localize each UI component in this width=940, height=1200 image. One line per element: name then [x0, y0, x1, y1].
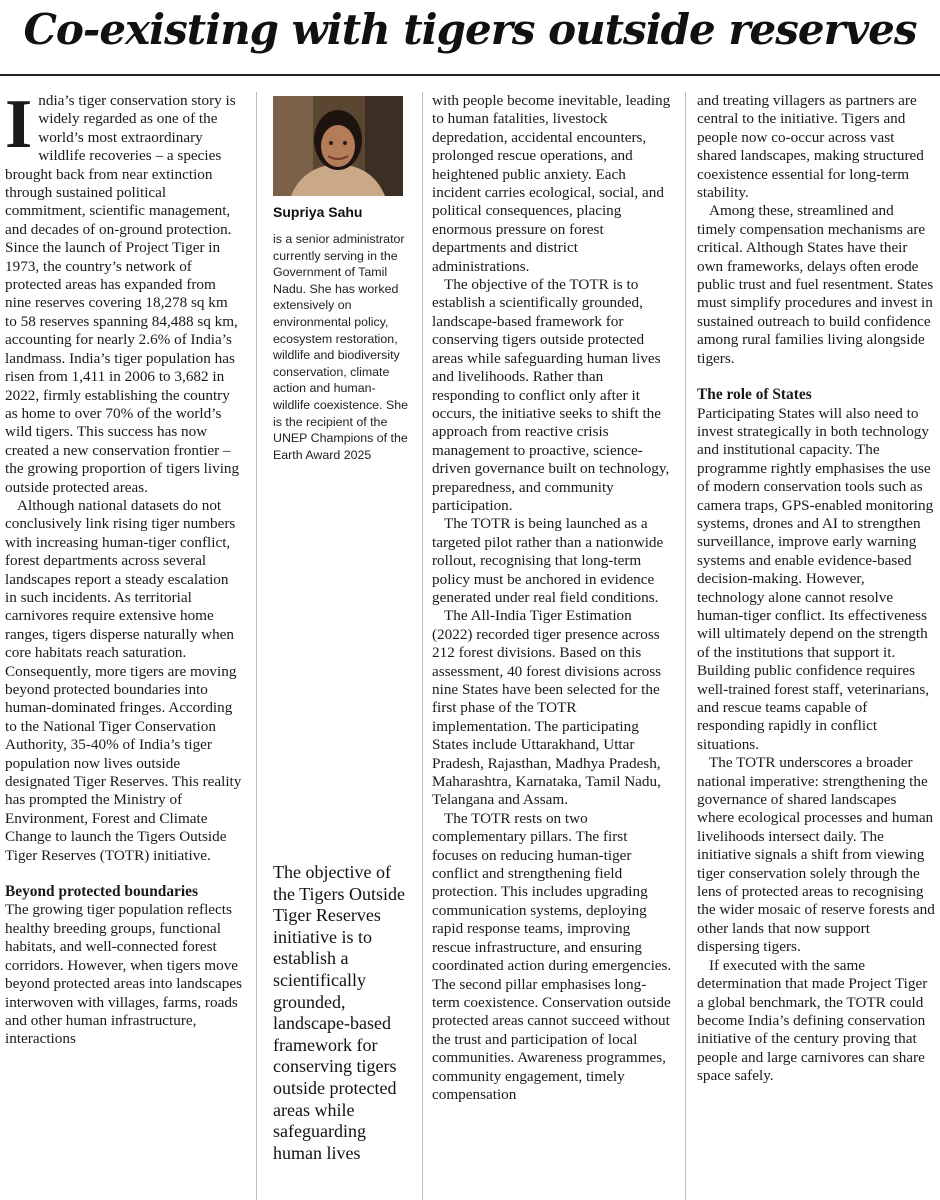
drop-cap: I [5, 92, 33, 163]
paragraph: Participating States will also need to invest strategically in both technology and institutional capacity. The programme rightly emphasises the use of modern conservation tools such as camera traps, GPS-enabled monitoring systems, drones and AI to strengthen surveillance, improve early warning systems and enable evidence-based decision-making. However, technology alone cannot resolve human-tiger conflict. Its effectiveness will ultimately depend on the strength of the institutions that support it. Building public confidence requires well-trained forest staff, veterinarians, and rescue teams capable of responding rapidly in conflict situations. [697, 404, 934, 753]
paragraph: The TOTR rests on two complementary pillars. The first focuses on reducing human-tiger conflict and strengthening field protection. This includes upgrading communication systems, deploying rapid response teams, improving rescue infrastructure, and ensuring coordinated action during emergencies. The second pillar emphasises long-term coexistence. Conservation outside protected areas cannot succeed without the trust and participation of local communities. Awareness programmes, community engagement, timely compensation [432, 809, 672, 1103]
article-column-4 [697, 92, 935, 1200]
paragraph: If executed with the same determination that made Project Tiger a global benchmark, the TOTR could become India’s defining conservation initiative of the century proving that people and large carnivores can share space safely. [697, 956, 928, 1085]
column-divider [685, 92, 686, 1200]
article-column-3 [432, 92, 672, 1200]
pull-quote: The objective of the Tigers Outside Tiger Reserves initiative is to establish a scientifically grounded, landscape-based framework for conserving tigers outside protected areas while safeguarding human lives [273, 862, 406, 1163]
paragraph: The TOTR is being launched as a targeted pilot rather than a nationwide rollout, recognising that long-term policy must be anchored in evidence generated under real field conditions. [432, 515, 664, 606]
column-divider [422, 92, 423, 1200]
paragraph: Although national datasets do not conclusively link rising tiger numbers with increasing human-tiger conflict, forest departments across several landscapes report a steady escalation in such incidents. As territorial carnivores require extensive home ranges, tigers disperse naturally when core habitats reach saturation. Consequently, more tigers are moving beyond protected boundaries into human-dominated fringes. According to the National Tiger Conservation Authority, 35-40% of India’s tiger population now lives outside designated Tiger Reserves. This reality has prompted the Ministry of Environment, Forest and Climate Change to launch the Tigers Outside Tiger Reserves (TOTR) initiative. [5, 496, 242, 864]
paragraph: The growing tiger population reflects healthy breeding groups, functional habitats, and well-connected forest corridors. However, when tigers move beyond protected areas into landscapes interwoven with villages, farms, roads and other human infrastructure, interactions [5, 901, 243, 1048]
headline: Co-existing with tigers outside reserves [23, 5, 917, 54]
author-photo [273, 96, 403, 196]
article-column-1 [5, 92, 243, 1200]
column-divider [256, 92, 257, 1200]
paragraph: and treating villagers as partners are central to the initiative. Tigers and people now co-occur across vast shared landscapes, making structured coexistence essential for long-term stability. [697, 92, 924, 202]
paragraph-intro-text: ndia’s tiger conservation story is widely regarded as one of the world’s most extraordinary wildlife recoveries – a species brought back from near extinction through sustained political commitment, scientific management, and decades of on-ground protection. Since the launch of Project Tiger in 1973, the country’s network of protected areas has expanded from nine reserves covering 18,278 sq km to 58 reserves spanning 84,488 sq km, accounting for nearly 2.6% of India’s landmass. India’s tiger population has risen from 1,411 in 2006 to 3,682 in 2022, firmly establishing the country as home to over 70% of the world’s wild tigers. This success has now created a new conservation frontier – the growing proportion of tigers living outside protected areas. [5, 92, 240, 496]
subheading-beyond-protected-boundaries: Beyond protected boundaries [5, 883, 198, 901]
paragraph: The objective of the TOTR is to establish a scientifically grounded, landscape-based framework for conserving tigers outside protected areas while safeguarding human lives and livelihoods. Rather than responding to conflict only after it occurs, the initiative seeks to shift the approach from reactive crisis management to proactive, science-driven governance built on technology, preparedness, and community participation. [432, 276, 670, 514]
paragraph: The All-India Tiger Estimation (2022) recorded tiger presence across 212 forest divisions. Based on this assessment, 40 forest divisions across nine States have been selected for the first phase of the TOTR implementation. The participating States include Uttarakhand, Uttar Pradesh, Rajasthan, Madhya Pradesh, Maharashtra, Karnataka, Tamil Nadu, Telangana and Assam. [432, 607, 662, 809]
author-name: Supriya Sahu [273, 204, 363, 220]
paragraph-intro [5, 92, 243, 497]
author-bio: is a senior administrator currently serving in the Government of Tamil Nadu. She has worked extensively on environmental policy, ecosystem restoration, wildlife and biodiversity conservation, climate action and human-wildlife coexistence. She is the recipient of the UNEP Champions of the Earth Award 2025 [273, 232, 408, 462]
paragraph: Among these, streamlined and timely compensation mechanisms are critical. Although States have their own frameworks, delays often erode public trust and fuel resentment. States must simplify procedures and invest in sustained outreach to build confidence among rural families living alongside tigers. [697, 202, 934, 367]
paragraph: The TOTR underscores a broader national imperative: strengthening the governance of shared landscapes where ecological processes and human livelihoods intersect daily. The initiative signals a shift from viewing tiger conservation solely through the lens of protected areas to recognising the wider mosaic of reserve forests and other lands that now support dispersing tigers. [697, 754, 935, 956]
headline-rule [0, 74, 940, 76]
paragraph: with people become inevitable, leading to human fatalities, livestock depredation, accidental encounters, prolonged rescue operations, and heightened public anxiety. Each incident carries ecological, social, and political consequences, placing enormous pressure on forest departments and district administrations. [432, 92, 671, 275]
subheading-role-of-states: The role of States [697, 386, 812, 404]
